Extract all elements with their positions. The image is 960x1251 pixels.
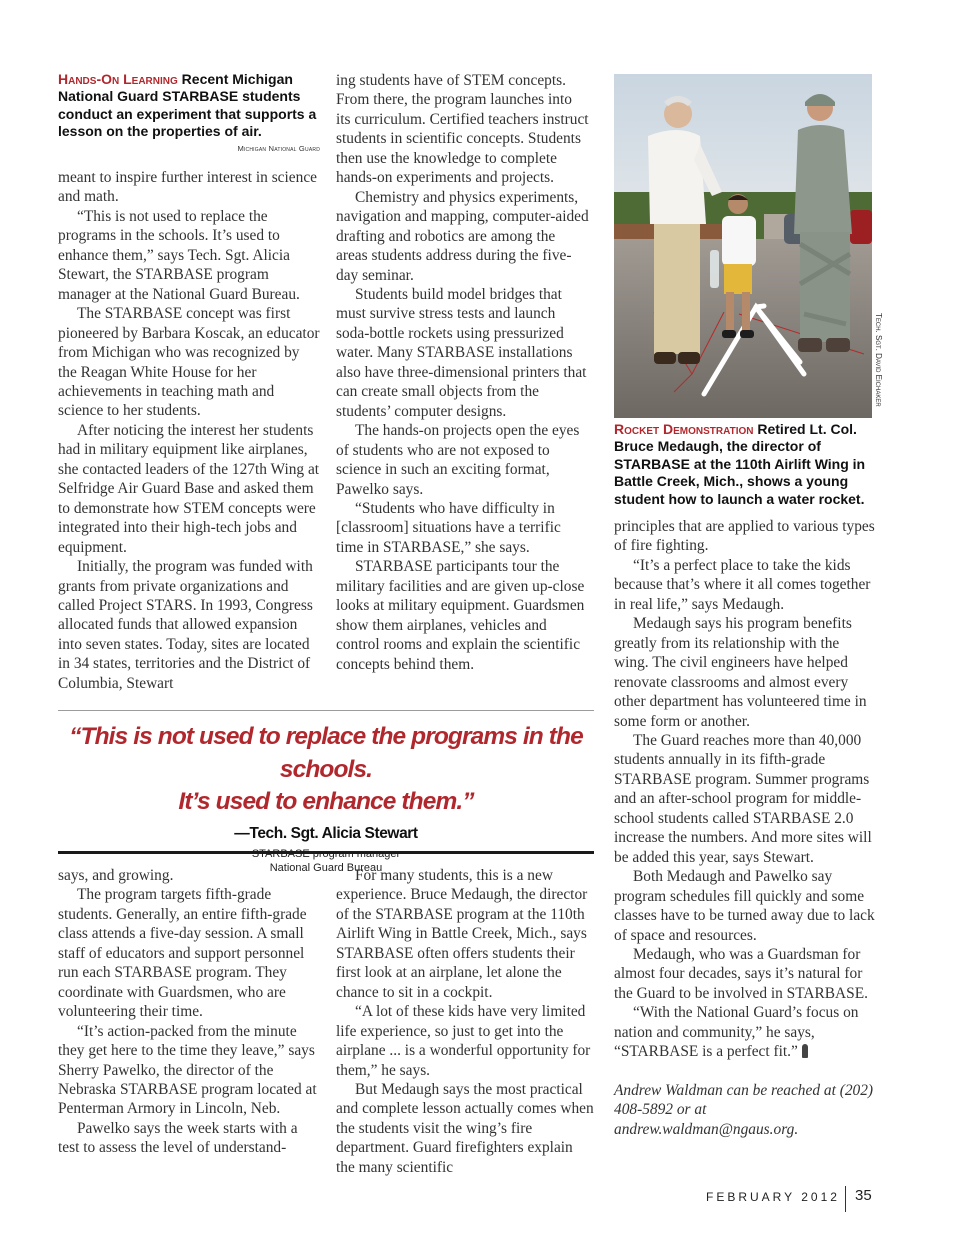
pullquote-line: “This is not used to replace the programs in the schools. — [69, 723, 583, 783]
caption-text: Retired Lt. Col. Bruce Medaugh, the director of STARBASE at the 110th Airlift Wing in Battle Creek, Mich., shows a young student how to launch a water rocket. — [614, 421, 866, 507]
photo-credit-top: Michigan National Guard — [237, 144, 320, 153]
paragraph: Medaugh, who was a Guardsman for almost four decades, says it’s natural for the Guard to be involved in STARBASE. — [614, 945, 868, 1002]
paragraph: For many students, this is a new experience. Bruce Medaugh, the director of the STARBASE program at the 110th Airlift Wing in Battle Creek, Mich., says STARBASE often offers students their first look at an airplane, let alone the chance to sit in a cockpit. — [336, 867, 588, 1001]
paragraph: meant to inspire further interest in science and math. — [58, 169, 317, 206]
paragraph — [614, 1003, 876, 1061]
photo-credit-vertical: Tech. Sgt. David Eichaker — [874, 313, 883, 407]
caption-hands-on-learning — [58, 71, 320, 141]
pullquote-top-rule — [58, 710, 594, 711]
footer-divider — [845, 1186, 846, 1212]
article-column-3 — [614, 517, 876, 1139]
paragraph: says, and growing. — [58, 867, 174, 884]
paragraph: Initially, the program was funded with grants from private organizations and called Project STARS. In 1993, Congress allocated funds that allowed expansion into seven states. Today, sites are located in 34 states, territories and the District of Columbia, Stewart — [58, 558, 313, 692]
paragraph: Students build model bridges that must survive stress tests and launch soda-bottle rockets using pressurized water. Many STARBASE installations also have three-dimensional printers that can create small objects from the students’ computer designs. — [336, 285, 587, 420]
pullquote-attribution: —Tech. Sgt. Alicia Stewart — [234, 824, 418, 842]
paragraph: The Guard reaches more than 40,000 students annually in its fifth-grade STARBASE program. Summer programs and an after-school program for middle-school students called STARBASE 2.0 increase the numbers. And more sites will be added this year, says Stewart. — [614, 731, 872, 866]
paragraph: principles that are applied to various types of fire fighting. — [614, 518, 875, 555]
pullquote-line: It’s used to enhance them.” — [178, 788, 474, 815]
paragraph: ing students have of STEM concepts. From there, the program launches into its curriculum. Certified teachers instruct students in scientific concepts. Students then use the knowledge to complete hands-on experiments and projects. — [336, 72, 589, 187]
paragraph: Medaugh says his program benefits greatly from its relationship with the wing. The civil engineers have helped renovate classrooms and almost every other department has volunteered time in some form or another. — [614, 615, 867, 730]
paragraph: The program targets fifth-grade students. Generally, an entire fifth-grade class attends a five-day session. A small staff of educators and support personnel run each STARBASE program. They coordinate with Guardsmen, who are volunteering their time. — [58, 886, 307, 1021]
rocket-demonstration-photo — [614, 74, 872, 418]
paragraph: “A lot of these kids have very limited life experience, so just to get into the airplane ... is a wonderful opportunity for them,” he says. — [336, 1003, 591, 1079]
caption-rocket-demonstration — [614, 421, 876, 508]
caption-label: Hands-On Learning — [58, 71, 178, 87]
paragraph: “It’s a perfect place to take the kids because that’s where it all comes together in real life,” says Medaugh. — [614, 556, 871, 613]
article-column-4 — [58, 866, 320, 1158]
paragraph: STARBASE participants tour the military facilities and are given up-close looks at military equipment. Guardsmen show them airplanes, vehicles and control rooms and explain the scientific concepts behind them. — [336, 558, 585, 673]
paragraph: After noticing the interest her students had in military equipment like airplanes, she contacted leaders of the 127th Wing at Selfridge Air Guard Base and asked them to demonstrate how STEM concepts were integrated into their high-tech jobs and equipment. — [58, 421, 320, 556]
paragraph: The hands-on projects open the eyes of students who are not exposed to science in such an exciting format, Pawelko says. — [336, 422, 580, 498]
paragraph: Pawelko says the week starts with a test to assess the level of understand- — [58, 1119, 298, 1157]
article-column-2 — [336, 71, 590, 674]
paragraph: “Students who have difficulty in [classroom] situations have a terrific time in STARBASE,” she says. — [336, 499, 561, 556]
end-mark-icon — [802, 1044, 808, 1058]
paragraph: Both Medaugh and Pawelko say program schedules fill quickly and some classes have to be turned away due to lack of space and resources. — [614, 868, 875, 944]
photo-illustration — [614, 74, 872, 418]
author-signature: Andrew Waldman can be reached at (202) 408-5892 or at andrew.waldman@ngaus.org. — [614, 1081, 874, 1138]
paragraph: Chemistry and physics experiments, navigation and mapping, computer-aided drafting and robotics are among the areas students address during the five-day seminar. — [336, 188, 589, 284]
caption-label: Rocket Demonstration — [614, 421, 754, 437]
pullquote-text — [58, 721, 594, 819]
paragraph: But Medaugh says the most practical and complete lesson actually comes when the students visit the wing’s fire department. Guard firefighters explain the many scientific — [336, 1080, 594, 1176]
caption-text: Recent Michigan National Guard STARBASE students conduct an experiment that supports a lesson on the properties of air. — [58, 71, 317, 140]
paragraph: The STARBASE concept was first pioneered by Barbara Koscak, an educator from Michigan who was recognized by the Reagan White House for her achievements in teaching math and science to her students. — [58, 305, 320, 420]
article-column-5 — [336, 866, 594, 1177]
article-column-1 — [58, 168, 320, 693]
pullquote-bottom-rule — [58, 851, 594, 854]
pullquote-role-line: National Guard Bureau — [269, 861, 383, 874]
paragraph: “This is not used to replace the programs in the schools. It’s used to enhance them,” says Tech. Sgt. Alicia Stewart, the STARBASE program manager at the National Guard Bureau. — [58, 207, 300, 303]
footer-issue-date: FEBRUARY 2012 — [706, 1190, 840, 1204]
paragraph: “It’s action-packed from the minute they get here to the time they leave,” says Sherry Pawelko, the director of the Nebraska STARBASE program located at Penterman Armory in Lincoln, Neb. — [58, 1022, 317, 1118]
page-number: 35 — [855, 1187, 872, 1204]
closing-quote: “With the National Guard’s focus on nation and community,” he says, “STARBASE is a perfect fit.” — [614, 1004, 859, 1061]
